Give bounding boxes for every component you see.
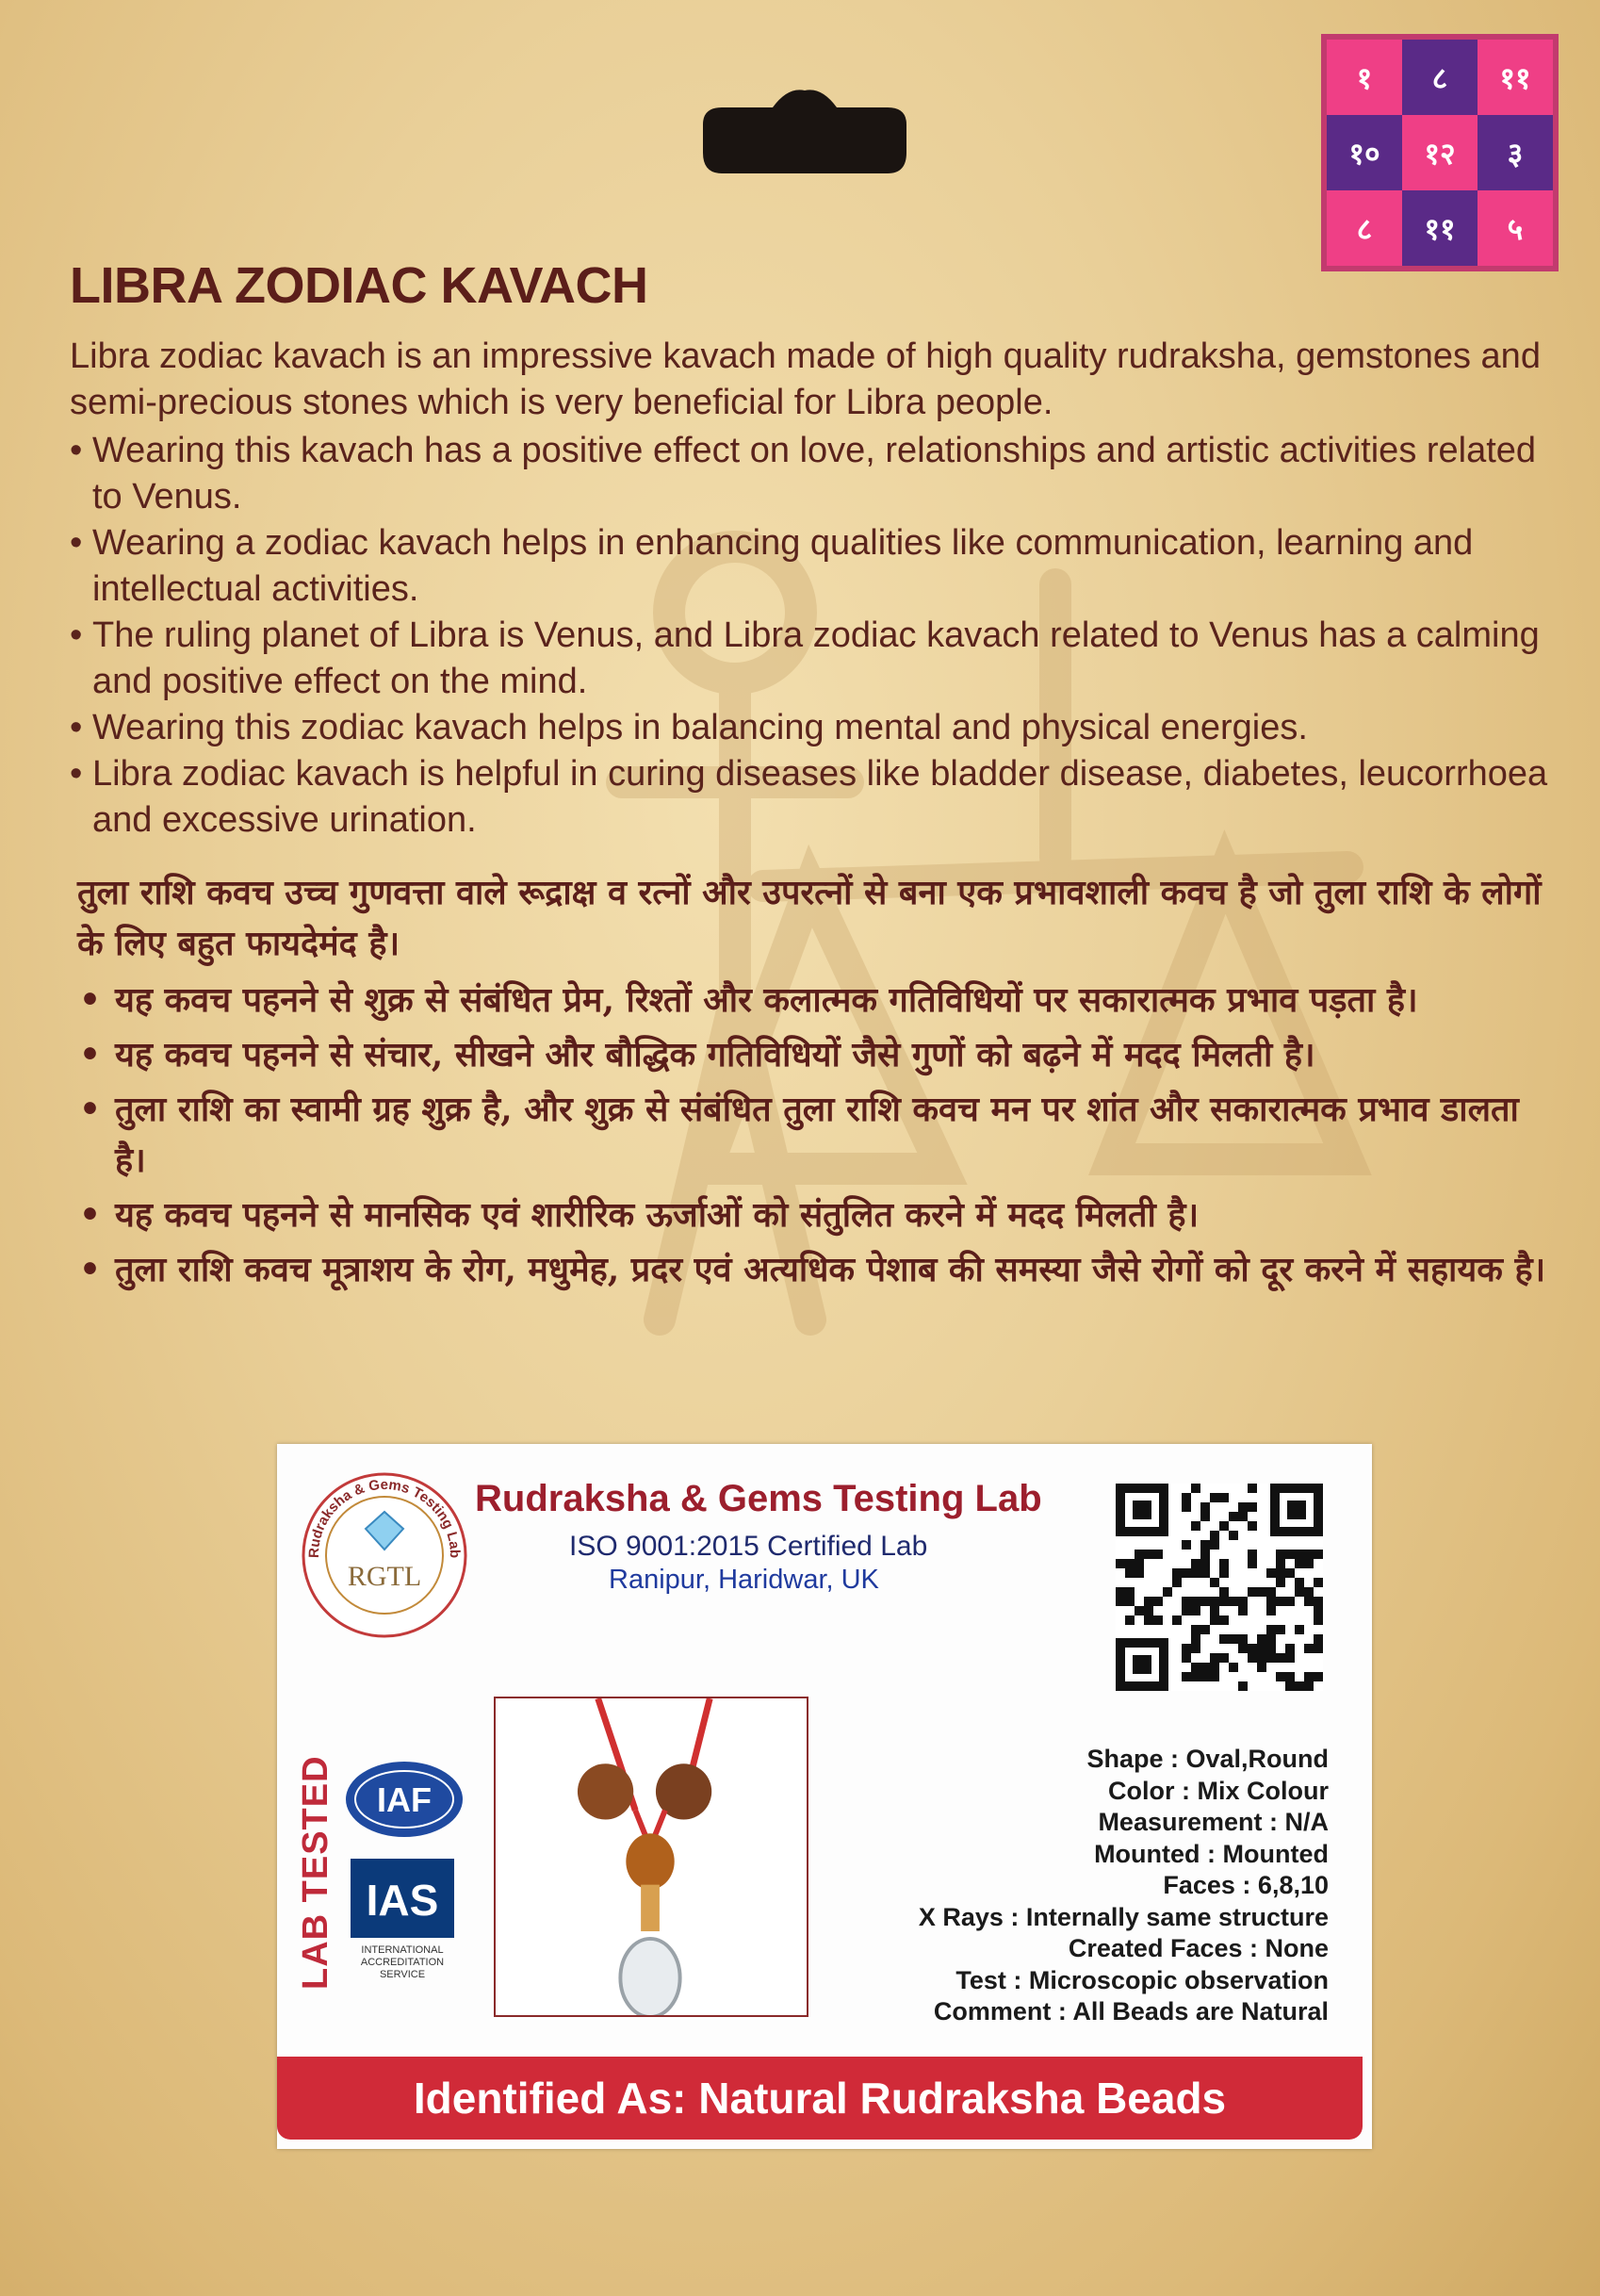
product-photo: [494, 1697, 808, 2017]
grid-cell: १०: [1327, 115, 1402, 190]
spec-row: Created Faces : None: [1068, 1934, 1329, 1962]
lab-seal-logo: [300, 1470, 469, 1640]
list-item: • Wearing this kavach has a positive effect on love, relationships and artistic activities related to Venus.: [70, 428, 1559, 520]
grid-cell: ५: [1478, 190, 1553, 266]
list-item: • यह कवच पहनने से शुक्र से संबंधित प्रेम, रिश्तों और कलात्मक गतिविधियों पर सकारात्मक प्रभाव पड़ता है।: [77, 975, 1547, 1025]
lab-tested-label: LAB TESTED: [296, 1755, 335, 1991]
grid-cell: १: [1327, 40, 1402, 115]
ias-text: IAS: [366, 1876, 439, 1925]
ias-sub-line: INTERNATIONAL: [361, 1944, 444, 1956]
ias-sub-line: SERVICE: [379, 1969, 426, 1980]
lab-name: Rudraksha & Gems Testing Lab: [475, 1478, 1042, 1519]
number-grid: [1321, 34, 1559, 271]
list-item: • यह कवच पहनने से संचार, सीखने और बौद्धिक गतिविधियों जैसे गुणों को बढ़ने में मदद मिलती है।: [77, 1029, 1547, 1080]
english-benefits-list: [70, 428, 1559, 844]
spec-list: [919, 1744, 1329, 2028]
list-item: • तुला राशि कवच मूत्राशय के रोग, मधुमेह, प्रदर एवं अत्यधिक पेशाब की समस्या जैसे रोगों को दूर करने में सहायक है।: [77, 1244, 1547, 1295]
list-item: • Wearing this zodiac kavach helps in balancing mental and physical energies.: [70, 705, 1559, 751]
grid-cell: ८: [1402, 40, 1478, 115]
product-title: LIBRA ZODIAC KAVACH: [70, 257, 648, 314]
grid-cell: ८: [1327, 190, 1402, 266]
spec-row: Color : Mix Colour: [1108, 1776, 1329, 1805]
grid-cell: ११: [1402, 190, 1478, 266]
hang-hole: [694, 87, 916, 181]
grid-cell: ११: [1478, 40, 1553, 115]
list-item: • तुला राशि का स्वामी ग्रह शुक्र है, और शुक्र से संबंधित तुला राशि कवच मन पर शांत और सकारात्मक प्रभाव डालता है।: [77, 1084, 1547, 1186]
spec-row: Comment : All Beads are Natural: [933, 1997, 1329, 2025]
list-item: • Wearing a zodiac kavach helps in enhancing qualities like communication, learning and intellectual activities.: [70, 520, 1559, 613]
english-description: [70, 334, 1559, 844]
lab-iso: ISO 9001:2015 Certified Lab: [569, 1531, 928, 1562]
spec-row: Measurement : N/A: [1098, 1808, 1329, 1836]
hindi-benefits-list: [77, 975, 1547, 1295]
hindi-intro: तुला राशि कवच उच्च गुणवत्ता वाले रूद्राक्ष व रत्नों और उपरत्नों से बना एक प्रभावशाली कवच है जो तुला राशि के लोगों के लिए बहुत फायदेमंद है।: [77, 873, 1542, 963]
identified-banner: Identified As: Natural Rudraksha Beads: [277, 2057, 1363, 2140]
spec-row: X Rays : Internally same structure: [918, 1902, 1329, 1931]
seal-monogram: RGTL: [347, 1561, 422, 1592]
hindi-description: [77, 867, 1547, 1299]
list-item: • Libra zodiac kavach is helpful in curing diseases like bladder disease, diabetes, leucorrhoea and excessive urination.: [70, 751, 1559, 844]
lab-address: Ranipur, Haridwar, UK: [609, 1565, 879, 1595]
spec-row: Mounted : Mounted: [1094, 1839, 1329, 1868]
ias-logo: [351, 1859, 454, 1981]
english-intro: Libra zodiac kavach is an impressive kavach made of high quality rudraksha, gemstones and semi-precious stones which is very beneficial for Libra people.: [70, 336, 1541, 422]
ias-sub-line: ACCREDITATION: [360, 1957, 445, 1968]
seal-arc-text: Rudraksha & Gems Testing Lab: [305, 1476, 464, 1559]
spec-row: Shape : Oval,Round: [1086, 1745, 1329, 1773]
grid-cell: ३: [1478, 115, 1553, 190]
iaf-text: IAF: [377, 1780, 432, 1819]
list-item: • The ruling planet of Libra is Venus, and Libra zodiac kavach related to Venus has a calming and positive effect on the mind.: [70, 613, 1559, 705]
iaf-logo: [343, 1759, 465, 1840]
list-item: • यह कवच पहनने से मानसिक एवं शारीरिक ऊर्जाओं को संतुलित करने में मदद मिलती है।: [77, 1189, 1547, 1240]
lab-certificate: [277, 1444, 1372, 2149]
spec-row: Faces : 6,8,10: [1163, 1871, 1329, 1899]
qr-code[interactable]: [1116, 1484, 1323, 1691]
spec-row: Test : Microscopic observation: [955, 1965, 1329, 1994]
grid-cell: १२: [1402, 115, 1478, 190]
